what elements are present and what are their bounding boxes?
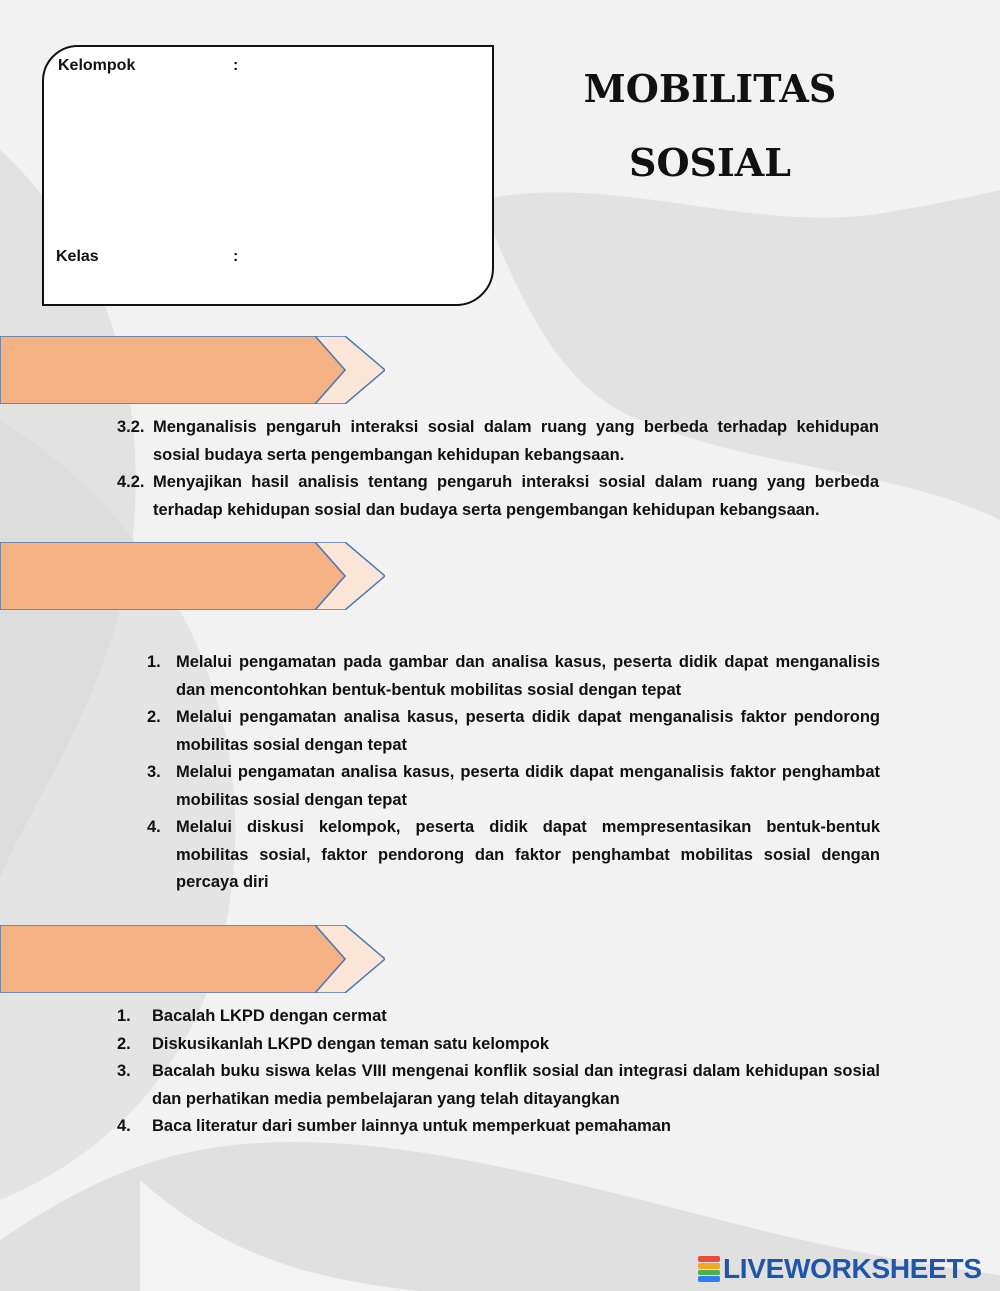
item-text: Melalui pengamatan pada gambar dan analisa kasus, peserta didik dapat menganalisis dan mencontohkan bentuk-bentuk mobilitas sosial dengan tepat <box>176 653 880 699</box>
list-item <box>117 1003 880 1031</box>
list-item <box>147 649 880 704</box>
item-number: 1. <box>147 653 161 671</box>
kompetensi-list <box>117 414 879 524</box>
item-text: Melalui pengamatan analisa kasus, peserta didik dapat menganalisis faktor penghambat mobilitas sosial dengan tepat <box>176 763 880 809</box>
item-number: 1. <box>117 1007 131 1025</box>
kelompok-colon: : <box>233 57 239 74</box>
identity-box <box>42 45 494 306</box>
list-item <box>147 814 880 897</box>
title-line-2: SOSIAL <box>629 140 791 185</box>
list-item <box>117 1058 880 1113</box>
kelas-label: Kelas <box>56 248 99 265</box>
item-number: 3. <box>147 763 161 781</box>
list-item <box>117 1031 880 1059</box>
liveworksheets-logo-icon <box>698 1256 720 1282</box>
item-text: Bacalah LKPD dengan cermat <box>152 1007 387 1025</box>
item-text: Baca literatur dari sumber lainnya untuk memperkuat pemahaman <box>152 1117 672 1135</box>
list-item <box>147 759 880 814</box>
item-number: 4. <box>147 818 161 836</box>
liveworksheets-logo[interactable] <box>698 1253 982 1285</box>
item-number: 4. <box>117 1117 131 1135</box>
kompetensi-banner <box>0 336 385 404</box>
item-text: Menyajikan hasil analisis tentang pengaruh interaksi sosial dalam ruang yang berbeda terhadap kehidupan sosial dan budaya serta pengembangan kehidupan kebangsaan. <box>153 473 879 519</box>
page-title <box>560 52 860 200</box>
list-item <box>117 414 879 469</box>
item-number: 2. <box>147 708 161 726</box>
tujuan-list <box>147 649 880 897</box>
item-text: Melalui diskusi kelompok, peserta didik dapat mempresentasikan bentuk-bentuk mobilitas sosial, faktor pendorong dan faktor penghambat mobilitas sosial dengan percaya diri <box>176 818 880 891</box>
logo-text: LIVEWORKSHEETS <box>723 1253 982 1284</box>
petunjuk-banner <box>0 925 385 993</box>
item-number: 4.2. <box>117 473 145 491</box>
item-text: Bacalah buku siswa kelas VIII mengenai konflik sosial dan integrasi dalam kehidupan sosial dan perhatikan media pembelajaran yang telah ditayangkan <box>152 1062 880 1108</box>
kelompok-label: Kelompok <box>58 57 136 74</box>
item-number: 3.2. <box>117 418 145 436</box>
tujuan-banner <box>0 542 385 610</box>
list-item <box>117 469 879 524</box>
kelas-colon: : <box>233 248 239 265</box>
title-line-1: MOBILITAS <box>583 66 837 111</box>
item-number: 2. <box>117 1034 131 1053</box>
item-text: Diskusikanlah LKPD dengan teman satu kelompok <box>152 1034 550 1053</box>
item-text: Menganalisis pengaruh interaksi sosial dalam ruang yang berbeda terhadap kehidupan sosial budaya serta pengembangan kehidupan kebangsaan. <box>153 418 879 464</box>
item-text: Melalui pengamatan analisa kasus, peserta didik dapat menganalisis faktor pendorong mobilitas sosial dengan tepat <box>176 708 880 754</box>
list-item <box>147 704 880 759</box>
list-item <box>117 1113 880 1141</box>
item-number: 3. <box>117 1062 131 1080</box>
petunjuk-list <box>117 1003 880 1141</box>
